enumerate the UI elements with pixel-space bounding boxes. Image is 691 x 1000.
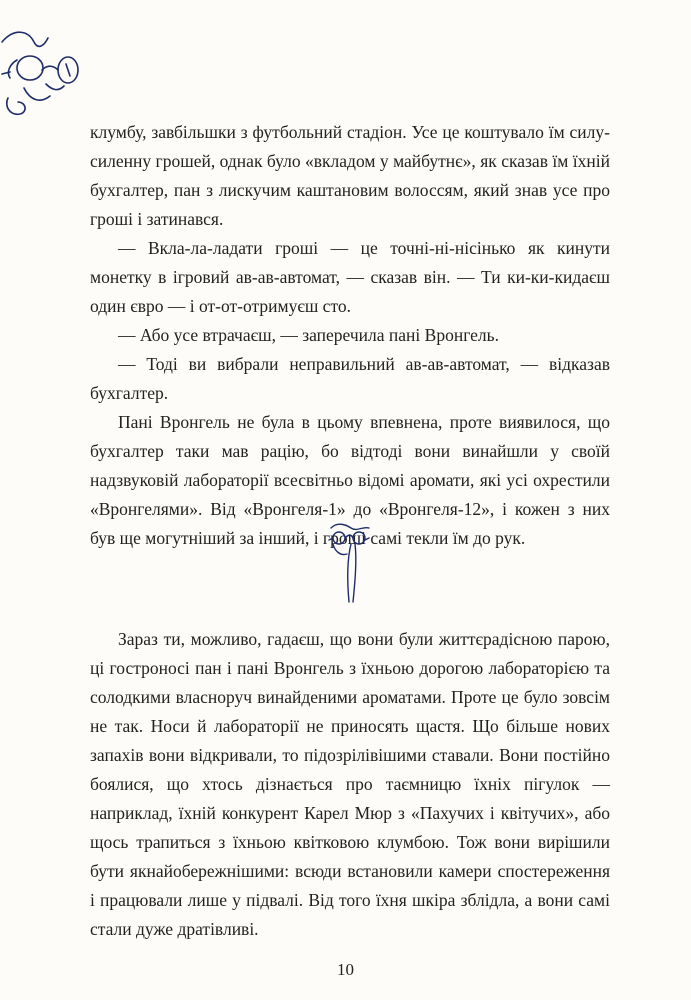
divider-doodle-illustration — [325, 520, 375, 605]
paragraph: клумбу, завбільшки з футбольний стадіон. Усе це коштувало їм силу-силенну грошей, однак було «вкладом у майбутнє», як сказав їм їхній бухгалтер, пан з лискучим каштановим волоссям, який знав усе про гроші і затинався. — [90, 122, 610, 229]
paragraph: Зараз ти, можливо, гадаєш, що вони були життєрадісною парою, ці гостроносі пан і пані Вронгель з їхньою дорогою лабораторією та солодкими власноруч винайденими ароматами. Проте це було зовсім не так. Носи й лабораторії не приносять щастя. Що більше нових запахів вони відкривали, то підозрілівішими ставали. Вони постійно боялися, що хтось дізнається про таємницю їхніх пігулок — наприклад, їхній конкурент Карел Мюр з «Пахучих і квітучих», або щось трапиться з їхньою квітковою клумбою. Тож вони вирішили бути якнайобережнішими: всюди встановили камери спостереження і працювали лише у підвалі. Від того їхня шкіра зблідла, а вони самі стали дуже дратівливі. — [90, 629, 610, 939]
paragraph: Пані Вронгель не була в цьому впевнена, проте виявилося, що бухгалтер таки мав рацію, бо відтоді вони винайшли у своїй надзвуковій лабораторії всесвітньо відомі аромати, які усі охрестили «Вронгелями». Від «Вронгеля-1» до «Вронгеля-12», і кожен з них був ще могутніший за інший, і гроші самі текли їм до рук. — [90, 412, 610, 548]
paragraph: — Тоді ви вибрали неправильний ав-ав-автомат, — відказав бухгалтер. — [90, 354, 610, 403]
text-block-top — [90, 118, 610, 553]
paragraph: — Або усе втрачаєш, — заперечила пані Вронгель. — [118, 325, 499, 345]
corner-doodle-illustration — [0, 20, 90, 120]
page-number: 10 — [337, 960, 354, 979]
paragraph: — Вкла-ла-ладати гроші — це точні-ні-нісінько як кинути монетку в ігровий ав-ав-автомат, — сказав він. — Ти ки-ки-кидаєш один євро — і от-от-отримуєш сто. — [90, 238, 610, 316]
text-block-bottom — [90, 625, 610, 944]
